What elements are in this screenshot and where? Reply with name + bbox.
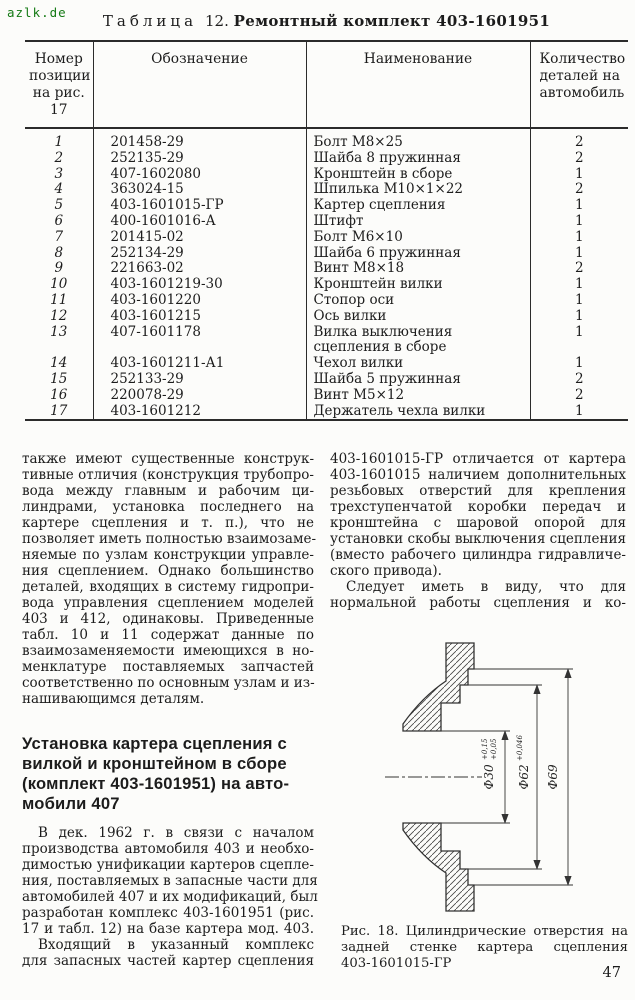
- cell-name: Ось вилки: [306, 309, 530, 325]
- cell-code: 403-1601211-А1: [93, 356, 306, 372]
- text-line: (комплект 403-1601951) на авто-: [22, 774, 290, 793]
- cell-qty: 2: [530, 128, 628, 151]
- cell-position: 6: [54, 212, 64, 229]
- cell-qty: 2: [530, 261, 628, 277]
- text-line: табл. 10 и 11 содержат данные по: [22, 627, 314, 643]
- cell-code: 220078-29: [93, 388, 306, 404]
- cell-qty: 1: [530, 198, 628, 214]
- text-line: также имеют существенные конструк-: [22, 451, 314, 467]
- cell-qty: 1: [530, 356, 628, 372]
- figure-drawing: [330, 633, 635, 918]
- table-row: [25, 246, 628, 262]
- table-row: [25, 309, 628, 325]
- text-line: 403-1601015-ГР: [341, 956, 452, 971]
- text-line: 403-1601015-ГР отличается от картера: [330, 451, 626, 467]
- table-row: [25, 293, 628, 309]
- cell-position: 12: [50, 307, 68, 324]
- table-row: [25, 167, 628, 183]
- text-line: ского привода).: [330, 563, 442, 579]
- cell-position: 2: [54, 149, 64, 166]
- table-row: [25, 230, 628, 246]
- text-line: разработан комплекс 403-1601951 (рис.: [22, 905, 314, 921]
- cell-code: 407-1602080: [93, 167, 306, 183]
- dim-30-tolerance-upper: +0,15: [481, 738, 489, 760]
- cell-position: 7: [54, 228, 64, 245]
- table-row: [25, 182, 628, 198]
- text-line: задней стенке картера сцепления: [341, 940, 628, 955]
- text-line: позволяет иметь полностью взаимозаме-: [22, 531, 317, 547]
- table-row: [25, 128, 628, 151]
- table-row: [25, 151, 628, 167]
- text-line: Установка картера сцепления с: [22, 734, 287, 753]
- page-number: 47: [602, 965, 621, 981]
- text-line: 403-1601015 наличием дополнительных: [330, 467, 626, 483]
- cell-code: 221663-02: [93, 261, 306, 277]
- text-line: ния сцеплением. Однако большинство: [22, 563, 314, 579]
- paragraph: [22, 451, 317, 707]
- text-line: для запасных частей картер сцепления: [22, 953, 314, 969]
- text-line: соответственно по основным узлам и из-: [22, 675, 315, 691]
- text-line: кронштейна с шаровой опорой для: [330, 515, 626, 531]
- text-line: автомобилей 407 и их модификаций, был: [22, 889, 318, 905]
- table-row: [25, 356, 628, 372]
- cell-qty: 1: [530, 309, 628, 325]
- cell-position: 14: [50, 355, 68, 372]
- cell-position: 15: [50, 370, 68, 387]
- text-line: производства автомобиля 403 и необхо-: [22, 841, 314, 857]
- dim-69-label: Ф69: [546, 764, 560, 790]
- text-line: Входящий в указанный комплекс: [38, 937, 314, 953]
- table-title-word: Таблица: [102, 12, 198, 30]
- text-line: резьбовых отверстий для крепления: [330, 483, 626, 499]
- cell-code: 407-1601178: [93, 325, 306, 357]
- text-line: мобили 407: [22, 794, 120, 813]
- paragraph: [341, 924, 628, 972]
- text-line: вода между главным и рабочим ци-: [22, 483, 314, 499]
- cell-name: Болт М8×25: [306, 128, 530, 151]
- table-title-bold: Ремонтный комплект 403-1601951: [233, 12, 551, 30]
- section-heading: [22, 734, 314, 814]
- table-title-number: 12.: [205, 12, 229, 30]
- text-line: 17 и табл. 12) на базе картера мод. 403.: [22, 921, 314, 937]
- text-column-right: [330, 451, 626, 611]
- table-row: [25, 372, 628, 388]
- text-line: 403 и 412, одинаковы. Приведенные: [22, 611, 314, 627]
- text-line: трехступенчатой коробки передач и: [330, 499, 626, 515]
- text-line: ния, поставляемых в запасные части для: [22, 873, 318, 889]
- header-qty: Количество деталей на автомобиль: [530, 41, 628, 128]
- cell-name: Штифт: [306, 214, 530, 230]
- table-row: [25, 277, 628, 293]
- cell-position: 5: [54, 197, 64, 214]
- text-line: димостью унификации картеров сцепле-: [22, 857, 314, 873]
- text-line: тивные отличия (конструкция трубопро-: [22, 467, 314, 483]
- paragraph: [330, 579, 626, 611]
- table-row: [25, 404, 628, 421]
- cell-name: Кронштейн в сборе: [306, 167, 530, 183]
- cell-position: 16: [50, 386, 68, 403]
- cell-name: Шпилька М10×1×22: [306, 182, 530, 198]
- cell-name: Вилка выключения сцепления в сборе: [306, 325, 530, 357]
- header-name: Наименование: [306, 41, 530, 128]
- cell-code: 400-1601016-А: [93, 214, 306, 230]
- dim-30-label: Ф30: [482, 764, 496, 790]
- text-line: нормальной работы сцепления и ко-: [330, 595, 626, 611]
- text-line: Рис. 18. Цилиндрические отверстия на: [341, 924, 628, 939]
- cell-name: Шайба 8 пружинная: [306, 151, 530, 167]
- cell-name: Картер сцепления: [306, 198, 530, 214]
- cell-name: Держатель чехла вилки: [306, 404, 530, 421]
- cell-qty: 1: [530, 167, 628, 183]
- parts-table: [25, 40, 628, 421]
- paragraph: [22, 825, 318, 937]
- cell-position: 1: [54, 134, 64, 150]
- cell-position: 8: [54, 244, 64, 261]
- text-line: линдрами, установка последнего на: [22, 499, 314, 515]
- dim-62-tolerance: +0,046: [516, 735, 524, 761]
- text-line: (вместо рабочего цилиндра гидравличе-: [330, 547, 626, 563]
- cell-name: Чехол вилки: [306, 356, 530, 372]
- table-row: [25, 325, 628, 357]
- cell-name: Болт М6×10: [306, 230, 530, 246]
- cell-position: 10: [50, 276, 68, 293]
- text-line: нашивающимся деталям.: [22, 691, 205, 707]
- cell-position: 17: [50, 402, 68, 419]
- cell-name: Стопор оси: [306, 293, 530, 309]
- table-title: [25, 12, 628, 30]
- cell-qty: 1: [530, 404, 628, 421]
- text-line: установки скобы выключения сцепления: [330, 531, 626, 547]
- cell-code: 252134-29: [93, 246, 306, 262]
- cell-code: 403-1601212: [93, 404, 306, 421]
- dim-62-label: Ф62: [517, 764, 531, 790]
- cell-qty: 1: [530, 293, 628, 309]
- section-top-wall: [403, 643, 474, 731]
- cell-code: 201458-29: [93, 128, 306, 151]
- table-row: [25, 214, 628, 230]
- clutch-housing-section-drawing: [330, 633, 635, 918]
- text-line: В дек. 1962 г. в связи с началом: [38, 825, 314, 841]
- cell-name: Шайба 6 пружинная: [306, 246, 530, 262]
- cell-qty: 2: [530, 151, 628, 167]
- cell-qty: 1: [530, 325, 628, 357]
- cell-position: 4: [54, 181, 64, 198]
- table-row: [25, 198, 628, 214]
- cell-code: 403-1601215: [93, 309, 306, 325]
- cell-name: Кронштейн вилки: [306, 277, 530, 293]
- header-position: Номер позиции на рис. 17: [25, 41, 93, 128]
- table-row: [25, 261, 628, 277]
- dim-30-tolerance-lower: +0,05: [490, 738, 498, 760]
- text-column-left: [22, 451, 318, 969]
- cell-position: 3: [54, 165, 64, 182]
- table-header-row: [25, 41, 628, 128]
- watermark-text: azlk.de: [7, 5, 67, 20]
- cell-qty: 1: [530, 277, 628, 293]
- cell-code: 403-1601015-ГР: [93, 198, 306, 214]
- cell-qty: 1: [530, 214, 628, 230]
- cell-code: 363024-15: [93, 182, 306, 198]
- text-line: картере сцепления и т. п.), что не: [22, 515, 314, 531]
- table-row: [25, 388, 628, 404]
- cell-code: 252135-29: [93, 151, 306, 167]
- cell-code: 201415-02: [93, 230, 306, 246]
- section-bottom-wall: [403, 823, 474, 911]
- cell-name: Винт М8×18: [306, 261, 530, 277]
- cell-name: Винт М5×12: [306, 388, 530, 404]
- cell-name: Шайба 5 пружинная: [306, 372, 530, 388]
- cell-position: 9: [54, 260, 64, 277]
- text-line: вода управления сцеплением моделей: [22, 595, 314, 611]
- cell-code: 403-1601219-30: [93, 277, 306, 293]
- text-line: няемые по узлам конструкции управле-: [22, 547, 314, 563]
- text-line: взаимозаменяемости имеющихся в но-: [22, 643, 314, 659]
- cell-position: 11: [50, 291, 68, 308]
- cell-qty: 2: [530, 182, 628, 198]
- header-code: Обозначение: [93, 41, 306, 128]
- text-line: деталей, входящих в систему гидропри-: [22, 579, 314, 595]
- text-line: менклатуре поставляемых запчастей: [22, 659, 314, 675]
- paragraph: [330, 451, 626, 579]
- paragraph: [22, 937, 314, 969]
- cell-qty: 2: [530, 372, 628, 388]
- cell-position: 13: [50, 323, 68, 340]
- cell-code: 252133-29: [93, 372, 306, 388]
- cell-qty: 1: [530, 230, 628, 246]
- cell-qty: 1: [530, 246, 628, 262]
- cell-code: 403-1601220: [93, 293, 306, 309]
- text-line: Следует иметь в виду, что для: [346, 579, 626, 595]
- text-line: вилкой и кронштейном в сборе: [22, 754, 287, 773]
- figure-caption: [341, 924, 628, 972]
- cell-qty: 2: [530, 388, 628, 404]
